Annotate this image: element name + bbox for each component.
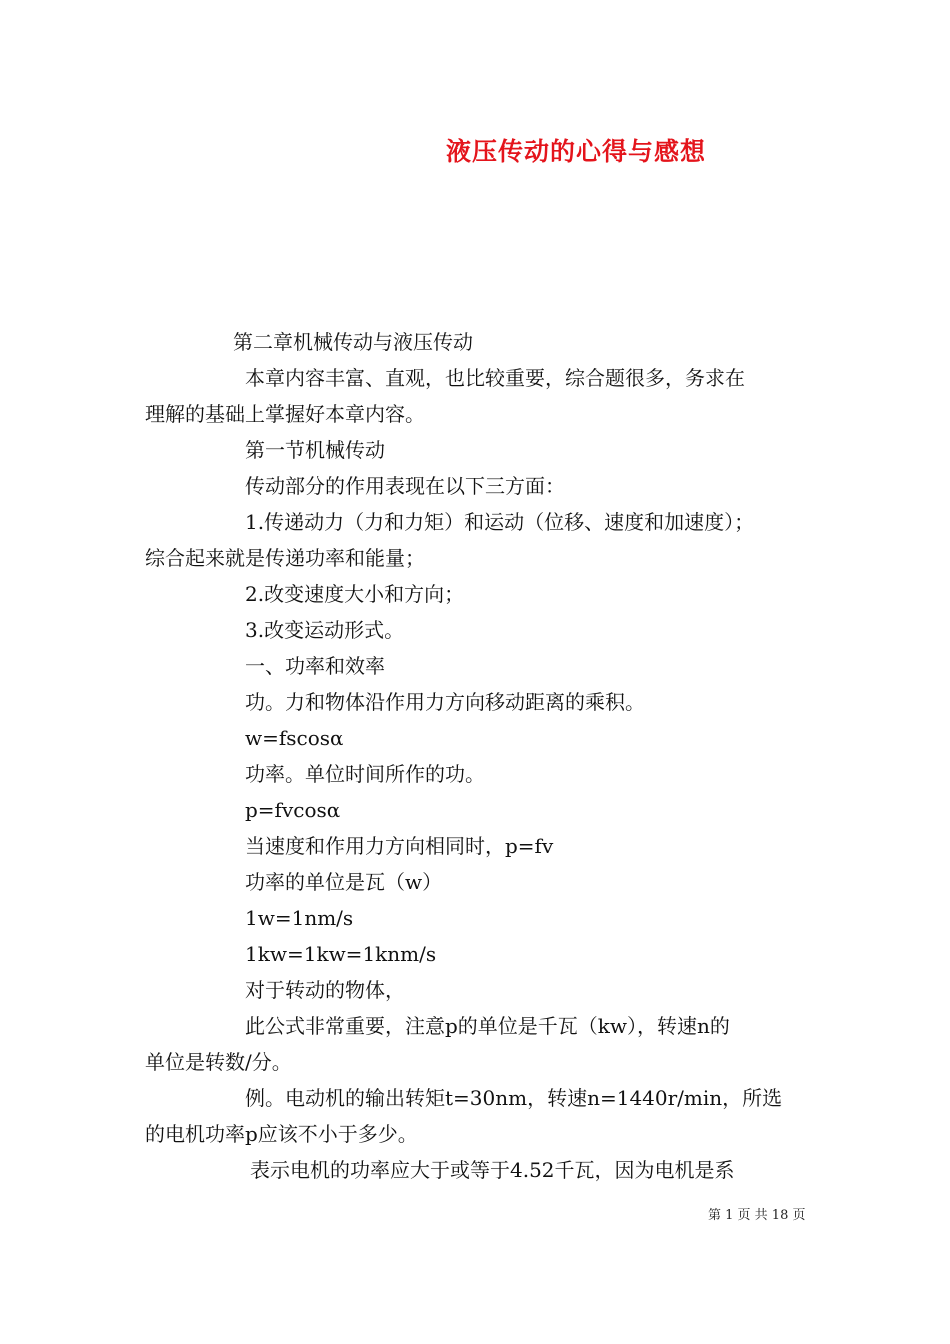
paragraph-line: 传动部分的作用表现在以下三方面： [245, 474, 565, 498]
paragraph-line: 例。电动机的输出转矩t=30nm，转速n=1440r/min，所选 [245, 1086, 783, 1110]
paragraph-line: 此公式非常重要，注意p的单位是千瓦（kw），转速n的 [245, 1014, 730, 1038]
paragraph-line: 功。力和物体沿作用力方向移动距离的乘积。 [245, 690, 645, 714]
paragraph-line: 功率的单位是瓦（w） [245, 870, 443, 894]
list-item: 3.改变运动形式。 [245, 618, 405, 642]
list-item: 1.传递动力（力和力矩）和运动（位移、速度和加速度）； [245, 510, 755, 534]
paragraph-line: 理解的基础上掌握好本章内容。 [145, 402, 425, 426]
document-title: 液压传动的心得与感想 [446, 137, 707, 166]
paragraph-line: 表示电机的功率应大于或等于4.52千瓦，因为电机是系 [250, 1158, 735, 1182]
paragraph-line: 单位是转数/分。 [145, 1050, 292, 1074]
formula-line: 1kw=1kw=1knm/s [245, 942, 437, 966]
paragraph-line: 的电机功率p应该不小于多少。 [145, 1122, 418, 1146]
formula-line: p=fvcosα [245, 798, 341, 822]
paragraph-line: 本章内容丰富、直观，也比较重要，综合题很多，务求在 [245, 366, 745, 390]
section-heading: 第一节机械传动 [245, 438, 385, 462]
paragraph-line: 当速度和作用力方向相同时，p=fv [245, 834, 554, 858]
page-number-footer: 第 1 页 共 18 页 [708, 1208, 806, 1223]
paragraph-line: 综合起来就是传递功率和能量； [145, 546, 425, 570]
formula-line: w=fscosα [245, 726, 344, 750]
chapter-heading: 第二章机械传动与液压传动 [233, 330, 473, 354]
subsection-heading: 一、功率和效率 [245, 654, 385, 678]
paragraph-line: 对于转动的物体， [245, 978, 405, 1002]
paragraph-line: 功率。单位时间所作的功。 [245, 762, 485, 786]
formula-line: 1w=1nm/s [245, 906, 354, 930]
list-item: 2.改变速度大小和方向； [245, 582, 465, 606]
